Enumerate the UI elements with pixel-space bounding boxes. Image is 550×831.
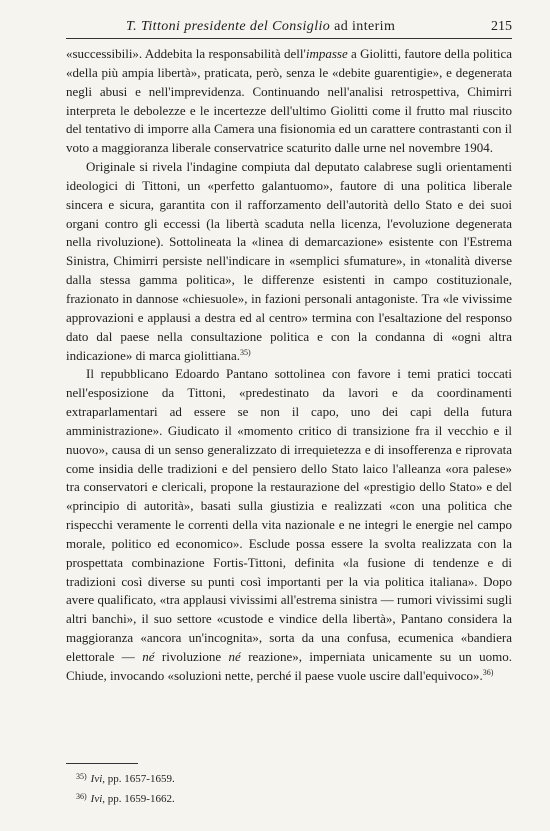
- text-run: Il repubblicano Edoardo Pantano sottolinea con favore i temi pratici toccati nell'esposizione da Tittoni, «predestinato da lavori e da coordinamenti extraparlamentari ad essere se non il capo, uno dei capi della futura amministrazione». Giudicato il «momento critico di transizione fra il vecchio e il nuovo», causa di un senso generalizzato di irrequietezza e di insofferenza e riprovata come insidia delle tradizioni e del pensiero dello Stato laico l'alleanza «ora palese» tra conservatori e clericali, propone la restaurazione del «prestigio dello Stato» e del «principio di autorità», basati sulla giustizia e realizzati «con una politica che rispecchi veramente le correnti della vita nazionale e ne integri le energie nel campo morale, politico ed economico». Esclude possa essere la svolta realizzata con la prospettata combinazione Fortis-Tittoni, definita «la fusione di tendenze e di tradizioni così diverse su punti così importanti per la via politica italiana». Dopo avere qualificato, «tra applausi vivissimi all'estrema sinistra — rumori vivissimi sugli altri banchi», il suo settore «custode e vindice della libertà», Pantano considera la maggioranza «ancora un'incognita», sorta da una confusa, ecumenica «bandiera elettorale —: [66, 366, 512, 664]
- text-run: a Giolitti, fautore della politica «della più ampia libertà», praticata, però, senza le «debite guarentigie», e degenerata negli abusi e nell'imprevidenza. Continuando nell'analisi retrospettiva, Chimirri interpreta le debolezze e le incertezze dell'ultimo Giolitti come il frutto mal riuscito del tentativo di imporre alla Camera una fisionomia ed un carattere contrastanti con il voto a maggioranza liberale conservatrice scaturito dalle urne nel novembre 1904.: [66, 46, 512, 156]
- body-text: [66, 45, 512, 686]
- text-run: «successibili». Addebita la responsabilità dell': [66, 46, 306, 61]
- footnotes: [76, 768, 476, 808]
- footnote-ref: Ivi: [90, 793, 103, 805]
- footnote-reference: 36): [482, 667, 494, 677]
- italic-text: né: [228, 649, 241, 664]
- text-run: reazione», imperniata unicamente su un uomo. Chiude, invocando «soluzioni nette, perché il paese vuole uscire dall'equivoco».: [66, 649, 513, 683]
- italic-text: né: [142, 649, 155, 664]
- footnote: [76, 788, 476, 808]
- text-run: Originale si rivela l'indagine compiuta dal deputato calabrese sugli orientamenti ideologici di Tittoni, un «perfetto galantuomo», fautore di una politica liberale sincera e sicura, garantita con il rafforzamento dell'autorità dello Stato e dei suoi organi contro gli eccessi (la libertà scaduta nella licenza, l'evoluzione degenerata nella rivoluzione). Sottolineata la «linea di demarcazione» esistente con l'Estrema Sinistra, Chimirri persiste nell'indicare in «semplici sfumature», in «tonalità diverse dalla stessa gamma politica», le differenze esistenti in campo costituzionale, frazionato in dannose «chiesuole», in fazioni personali antagoniste. Tra «le vivissime approvazioni e applausi a destra ed al centro» termina con l'esaltazione del responso dato dal paese nella consultazione politica e con la condanna di «ogni altra indicazione» di marca giolittiana.: [66, 159, 512, 363]
- running-title-roman: ad interim: [334, 19, 396, 34]
- footnote: [76, 768, 476, 788]
- footnote-mark: 35): [76, 772, 87, 781]
- footnote-text: , pp. 1659-1662.: [102, 793, 175, 805]
- footnote-reference: 35): [240, 347, 251, 357]
- footnote-rule: [66, 763, 138, 764]
- text-run: rivoluzione: [154, 649, 229, 664]
- running-header: [66, 16, 512, 39]
- running-title: [126, 16, 395, 38]
- paragraph: [66, 365, 512, 685]
- footnote-text: , pp. 1657-1659.: [102, 773, 175, 785]
- italic-text: impasse: [305, 46, 348, 61]
- footnote-mark: 36): [76, 792, 87, 801]
- page-number: 215: [491, 19, 512, 34]
- footnote-ref: Ivi: [90, 773, 103, 785]
- running-title-italic: T. Tittoni presidente del Consiglio: [126, 19, 331, 34]
- paragraph: [66, 158, 512, 365]
- paragraph: [66, 45, 512, 158]
